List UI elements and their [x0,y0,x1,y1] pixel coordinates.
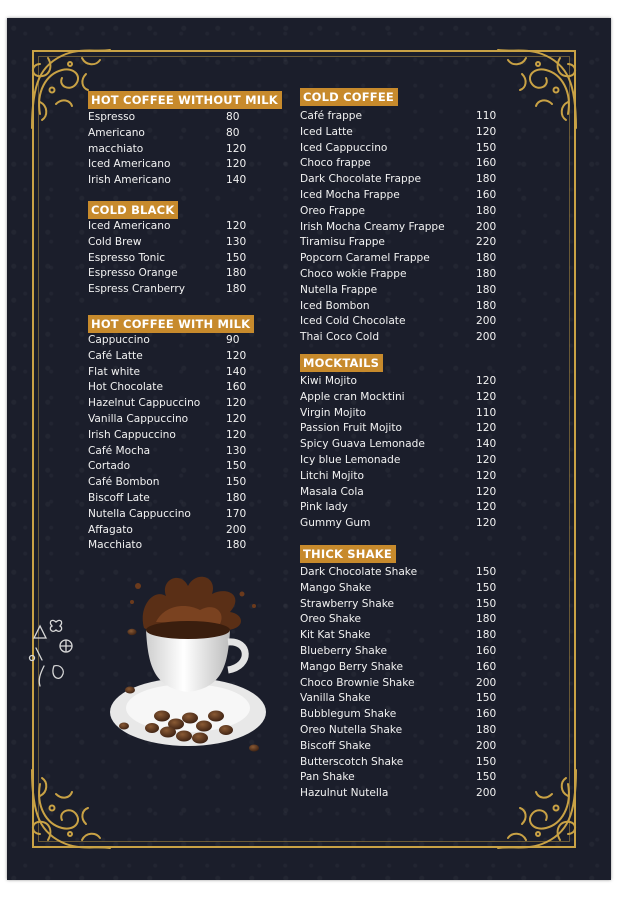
menu-item [300,374,500,390]
item-price: 120 [476,501,497,514]
item-name: Oreo Nutella Shake [300,723,403,736]
menu-item [300,390,500,406]
item-name: Oreo Frappe [300,204,365,217]
menu-item [300,314,500,330]
item-name: Affagato [88,523,133,536]
item-name: Hazulnut Nutella [300,787,389,800]
menu-item [300,220,500,236]
food-doodles-icon [26,614,82,694]
menu-item [300,739,500,755]
item-price: 150 [476,566,497,578]
item-name: Irish Mocha Creamy Frappe [300,220,445,233]
item-name: Café frappe [300,110,363,122]
menu-item [300,156,500,172]
item-name: Tiramisu Frappe [300,236,385,249]
menu-item [300,299,500,315]
menu-item [88,157,258,173]
item-price: 180 [476,204,497,217]
menu-item [88,251,258,267]
item-price: 220 [476,236,497,249]
item-price: 150 [226,251,247,264]
section-thick-shake [300,543,500,802]
item-name: Cold Brew [88,235,142,248]
item-price: 130 [226,235,247,248]
item-name: Choco Brownie Shake [300,676,415,689]
ornament-corner-icon [492,764,582,854]
menu-item [300,437,500,453]
menu-item [300,565,500,581]
item-name: Café Latte [88,349,143,362]
item-name: Choco wokie Frappe [300,267,407,280]
menu-item [300,283,500,299]
item-name: Spicy Guava Lemonade [300,438,425,451]
menu-item [88,266,258,282]
item-price: 140 [226,365,247,378]
section-title: MOCKTAILS [300,354,383,372]
item-name: Biscoff Shake [300,739,371,752]
menu-item [300,755,500,771]
item-name: Popcorn Caramel Frappe [300,252,430,265]
item-price: 180 [226,539,247,552]
item-price: 150 [476,597,497,610]
section-cold-coffee [300,86,500,346]
menu-item [88,475,258,491]
menu-item [300,676,500,692]
item-name: Virgin Mojito [300,406,367,419]
item-price: 200 [476,787,497,800]
item-price: 160 [226,381,247,394]
item-price: 120 [476,485,497,498]
section-hot-coffee-without-milk [88,89,282,189]
menu-item [88,173,258,189]
item-price: 150 [476,771,497,784]
menu-item [88,235,258,251]
item-price: 120 [476,375,497,387]
menu-item [88,380,258,396]
item-price: 140 [476,438,497,451]
menu-item [88,507,258,523]
menu-item [300,251,500,267]
item-price: 160 [476,644,497,657]
section-cold-black [88,199,258,298]
menu-item [88,365,258,381]
item-price: 200 [476,331,497,344]
item-name: Vanilla Cappuccino [88,412,189,425]
item-price: 180 [226,267,247,280]
item-name: Flat white [88,365,141,378]
item-price: 180 [476,267,497,280]
menu-item [300,660,500,676]
item-name: Cortado [88,460,131,473]
menu-item [88,333,258,349]
menu-item [300,267,500,283]
item-price: 180 [476,252,497,265]
item-name: Iced Cappuccino [300,141,388,154]
section-mocktails [300,352,500,532]
item-price: 180 [476,723,497,736]
item-price: 170 [226,507,247,520]
item-name: Americano [88,126,145,139]
item-price: 120 [226,397,247,410]
menu-item [300,500,500,516]
menu-item [88,538,258,554]
menu-item [300,235,500,251]
item-price: 120 [226,349,247,362]
item-name: Thai Coco Cold [300,331,380,344]
menu-item [88,444,258,460]
item-name: Nutella Frappe [300,283,378,296]
item-name: Bubblegum Shake [300,708,397,721]
item-name: macchiato [88,142,144,155]
menu-item [300,581,500,597]
item-name: Vanilla Shake [300,692,371,705]
item-name: Mango Berry Shake [300,660,404,673]
item-price: 160 [476,660,497,673]
item-name: Litchi Mojito [300,469,364,482]
item-name: Nutella Cappuccino [88,507,191,520]
menu-item [300,707,500,723]
item-name: Kit Kat Shake [300,629,371,642]
item-name: Iced Cold Chocolate [300,315,406,328]
item-name: Iced Americano [88,220,171,232]
menu-item [300,597,500,613]
menu-item [300,628,500,644]
coffee-cup-illustration [104,566,274,762]
item-name: Blueberry Shake [300,644,388,657]
item-name: Espress Cranberry [88,283,185,296]
item-price: 80 [226,111,240,123]
menu-item [88,459,258,475]
item-price: 140 [226,174,247,187]
item-price: 120 [476,390,497,403]
item-name: Dark Chocolate Frappe [300,173,422,186]
menu-item [300,141,500,157]
section-hot-coffee-with-milk [88,313,258,554]
item-price: 120 [476,469,497,482]
item-name: Gummy Gum [300,517,371,530]
item-name: Oreo Shake [300,613,362,626]
item-name: Espresso Tonic [88,251,166,264]
item-price: 90 [226,334,240,346]
item-price: 200 [476,739,497,752]
item-name: Passion Fruit Mojito [300,422,402,435]
item-price: 200 [226,523,247,536]
section-title: HOT COFFEE WITHOUT MILK [88,91,282,109]
item-price: 120 [226,428,247,441]
menu-item [88,491,258,507]
menu-item [300,469,500,485]
item-price: 150 [476,755,497,768]
item-price: 180 [476,613,497,626]
item-price: 110 [476,110,497,122]
item-name: Mango Shake [300,581,372,594]
item-price: 160 [476,188,497,201]
item-price: 150 [476,692,497,705]
item-price: 120 [476,517,497,530]
item-name: Butterscotch Shake [300,755,404,768]
menu-item [300,723,500,739]
item-name: Café Bombon [88,476,160,489]
item-name: Iced Latte [300,125,353,138]
menu-item [300,516,500,532]
item-price: 80 [226,126,240,139]
item-price: 120 [476,422,497,435]
item-price: 160 [476,708,497,721]
menu-item [300,644,500,660]
menu-item [300,612,500,628]
item-price: 200 [476,315,497,328]
item-name: Iced Mocha Frappe [300,188,400,201]
menu-item [300,485,500,501]
menu-item [300,188,500,204]
item-name: Café Mocha [88,444,151,457]
menu-item [300,406,500,422]
item-name: Irish Americano [88,174,171,187]
item-name: Apple cran Mocktini [300,390,405,403]
menu-item [88,110,258,126]
item-price: 130 [226,444,247,457]
item-price: 120 [476,453,497,466]
item-name: Pink lady [300,501,348,514]
item-price: 120 [476,125,497,138]
item-name: Strawberry Shake [300,597,394,610]
item-name: Icy blue Lemonade [300,453,401,466]
menu-item [300,109,500,125]
menu-item [88,219,258,235]
item-price: 180 [476,299,497,312]
menu-item [88,349,258,365]
item-price: 120 [226,412,247,425]
item-name: Espresso Orange [88,267,178,280]
item-name: Macchiato [88,539,143,552]
item-price: 150 [226,460,247,473]
section-title: HOT COFFEE WITH MILK [88,315,254,333]
item-name: Iced Bombon [300,299,370,312]
item-name: Hazelnut Cappuccino [88,397,201,410]
item-name: Biscoff Late [88,491,150,504]
item-price: 180 [226,491,247,504]
item-name: Choco frappe [300,157,371,170]
item-name: Kiwi Mojito [300,375,358,387]
menu-item [300,204,500,220]
item-name: Irish Cappuccino [88,428,176,441]
item-name: Iced Americano [88,158,171,171]
menu-item [300,770,500,786]
ornament-corner-icon [26,764,116,854]
item-price: 200 [476,220,497,233]
menu-item [88,428,258,444]
item-price: 160 [476,157,497,170]
menu-item [88,126,258,142]
item-name: Pan Shake [300,771,355,784]
item-price: 200 [476,676,497,689]
menu-item [88,142,258,158]
menu-item [88,282,258,298]
item-price: 180 [476,629,497,642]
menu-item [300,125,500,141]
section-title: COLD COFFEE [300,88,398,106]
item-price: 150 [476,581,497,594]
item-price: 120 [226,142,247,155]
item-name: Hot Chocolate [88,381,163,394]
item-price: 180 [476,283,497,296]
item-name: Dark Chocolate Shake [300,566,418,578]
menu-item [300,330,500,346]
menu-item [88,412,258,428]
section-title: THICK SHAKE [300,545,396,563]
item-price: 150 [476,141,497,154]
item-price: 150 [226,476,247,489]
item-price: 180 [476,173,497,186]
menu-item [300,172,500,188]
menu-item [300,786,500,802]
item-price: 180 [226,283,247,296]
item-price: 120 [226,158,247,171]
menu-item [88,396,258,412]
ornament-corner-icon [492,44,582,134]
menu-item [300,421,500,437]
section-title: COLD BLACK [88,201,178,219]
item-name: Espresso [88,111,136,123]
menu-item [300,691,500,707]
menu-item [88,523,258,539]
item-price: 120 [226,220,247,232]
item-price: 110 [476,406,497,419]
item-name: Masala Cola [300,485,364,498]
menu-item [300,453,500,469]
item-name: Cappuccino [88,334,150,346]
